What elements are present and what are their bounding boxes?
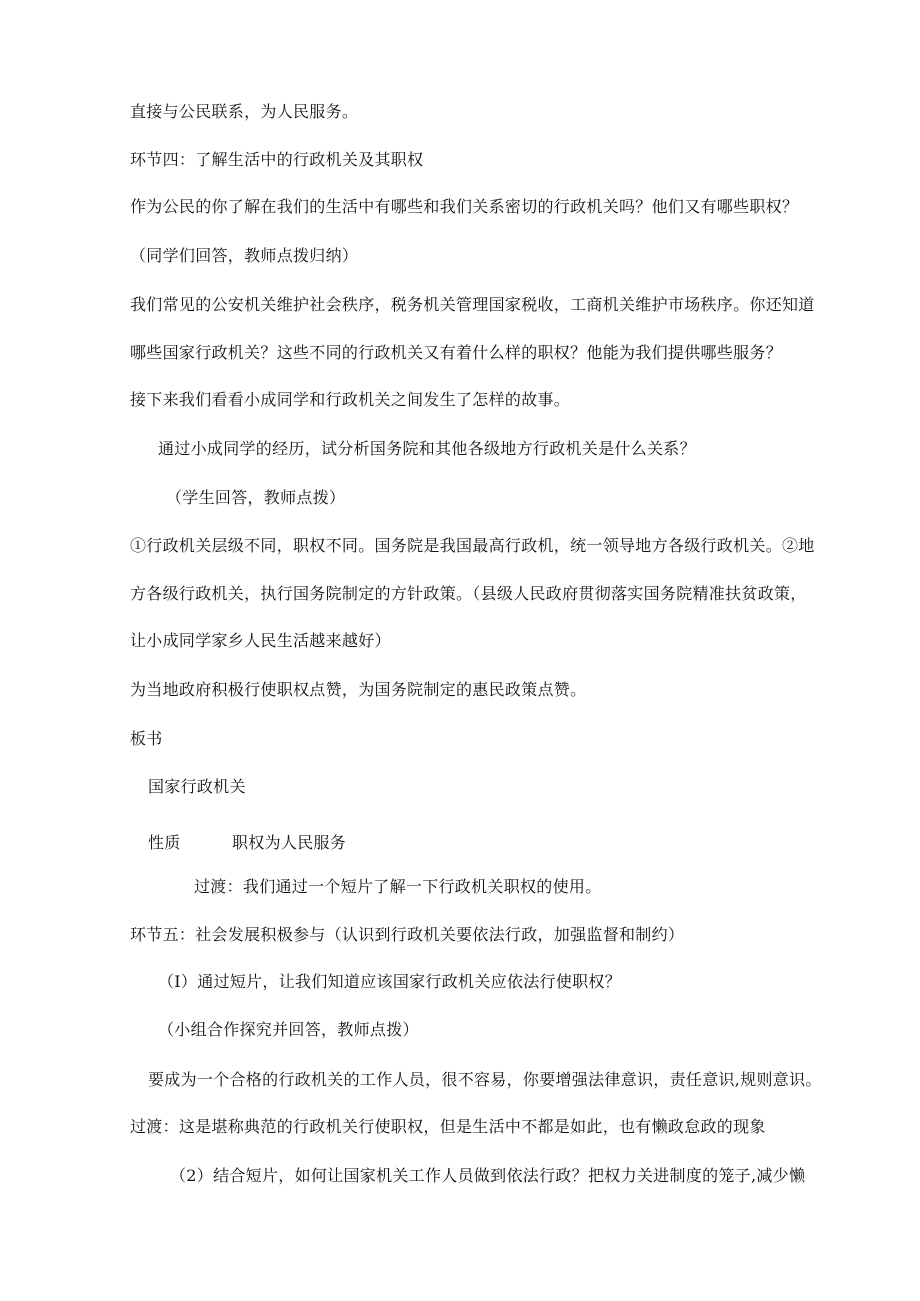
blackboard-power: 职权为人民服务 bbox=[232, 833, 347, 852]
text-line-9: （学生回答，教师点拨） bbox=[166, 488, 346, 507]
text-line-5: 我们常见的公安机关维护社会秩序，税务机关管理国家税收，工商机关维护市场秩序。你还知道 bbox=[130, 295, 815, 314]
question-2: （2）结合短片，如何让国家机关工作人员做到依法行政？把权力关进制度的笼子,减少懒 bbox=[170, 1166, 806, 1185]
text-line-1: 直接与公民联系，为人民服务。 bbox=[130, 102, 359, 121]
text-line-22: 要成为一个合格的行政机关的工作人员，很不容易，你要增强法律意识，责任意识,规则意识。 bbox=[148, 1070, 822, 1089]
text-line-8: 通过小成同学的经历，试分析国务院和其他各级地方行政机关是什么关系？ bbox=[158, 439, 696, 458]
text-line-10: ①行政机关层级不同，职权不同。国务院是我国最高行政机，统一领导地方各级行政机关。②地 bbox=[130, 536, 815, 555]
text-line-13: 为当地政府积极行使职权点赞，为国务院制定的惠民政策点赞。 bbox=[130, 680, 587, 699]
text-line-4: （同学们回答，教师点拨归纳） bbox=[130, 246, 359, 265]
text-line-6: 哪些国家行政机关？这些不同的行政机关又有着什么样的职权？他能为我们提供哪些服务？ bbox=[130, 343, 783, 362]
blackboard-nature: 性质 bbox=[148, 833, 181, 852]
blackboard-heading: 板书 bbox=[130, 729, 163, 748]
text-line-12: 让小成同学家乡人民生活越来越好） bbox=[130, 631, 391, 650]
section-heading-5: 环节五：社会发展积极参与（认识到行政机关要依法行政，加强监督和制约） bbox=[130, 925, 685, 944]
transition-line-2: 过渡：这是堪称典范的行政机关行使职权，但是生活中不都是如此，也有懒政怠政的现象 bbox=[130, 1117, 766, 1136]
text-line-7: 接下来我们看看小成同学和行政机关之间发生了怎样的故事。 bbox=[130, 390, 571, 409]
text-line-3: 作为公民的你了解在我们的生活中有哪些和我们关系密切的行政机关吗？他们又有哪些职权？ bbox=[130, 197, 799, 216]
transition-line-1: 过渡：我们通过一个短片了解一下行政机关职权的使用。 bbox=[194, 877, 602, 896]
text-line-11: 方各级行政机关，执行国务院制定的方针政策。（县级人民政府贯彻落实国务院精准扶贫政策， bbox=[130, 584, 807, 603]
text-line-21: （小组合作探究并回答，教师点拨） bbox=[158, 1020, 419, 1039]
blackboard-title: 国家行政机关 bbox=[148, 777, 246, 796]
section-heading-4: 环节四：了解生活中的行政机关及其职权 bbox=[130, 150, 424, 169]
question-1: （I）通过短片，让我们知道应该国家行政机关应依法行使职权？ bbox=[158, 972, 622, 991]
